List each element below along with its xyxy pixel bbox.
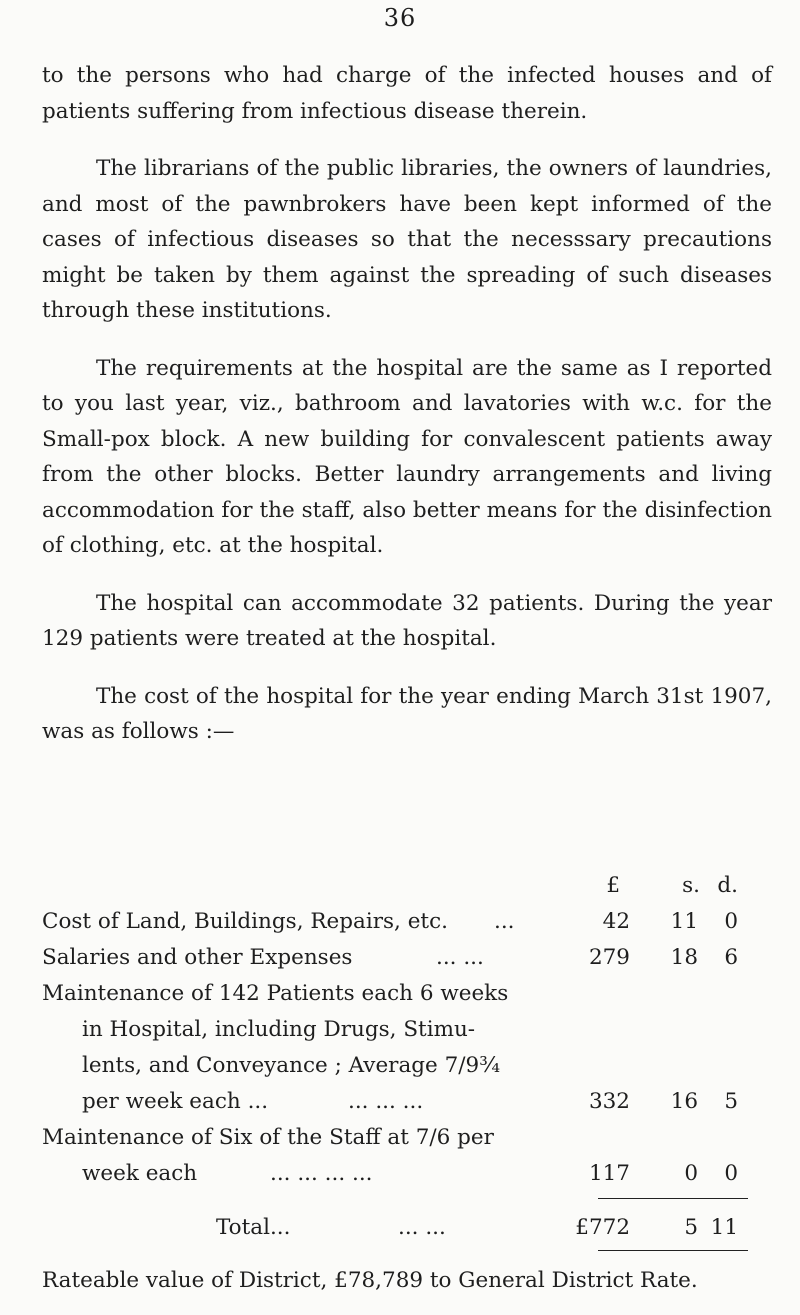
paragraph-accommodation: The hospital can accommodate 32 patients. During the year 129 patients were treated at the hospital. bbox=[42, 590, 772, 651]
row-description: Cost of Land, Buildings, Repairs, etc. bbox=[42, 909, 448, 934]
row-leader: ... ... ... ... bbox=[270, 1161, 373, 1186]
row-shillings: 0 bbox=[684, 1161, 698, 1186]
table-row-line bbox=[42, 1012, 742, 1048]
total-pounds: £772 bbox=[575, 1215, 630, 1240]
total-label: Total... bbox=[216, 1215, 291, 1240]
body-text bbox=[42, 58, 772, 750]
total-pence: 11 bbox=[710, 1215, 738, 1240]
header-pence: d. bbox=[717, 873, 738, 898]
page-number: 36 bbox=[383, 4, 417, 32]
row-description: Maintenance of 142 Patients each 6 weeks bbox=[42, 981, 509, 1006]
row-description: lents, and Conveyance ; Average 7/9¾ bbox=[82, 1053, 501, 1078]
row-pounds: 117 bbox=[588, 1161, 630, 1186]
row-pounds: 332 bbox=[588, 1089, 630, 1114]
row-leader: ... ... bbox=[436, 945, 484, 970]
row-description: per week each ... bbox=[82, 1089, 269, 1114]
row-shillings: 18 bbox=[670, 945, 698, 970]
table-row-line bbox=[42, 1048, 742, 1084]
paragraph-cost-intro: The cost of the hospital for the year ending March 31st 1907, was as follows :— bbox=[42, 683, 772, 744]
row-description: Salaries and other Expenses bbox=[42, 945, 353, 970]
total-row-container bbox=[42, 1210, 742, 1246]
subtotal-rule bbox=[598, 1198, 748, 1199]
cost-header-row bbox=[42, 868, 742, 904]
row-description: week each bbox=[82, 1161, 198, 1186]
table-row bbox=[42, 904, 742, 940]
row-description: in Hospital, including Drugs, Stimu- bbox=[82, 1017, 476, 1042]
paragraph-continuation: to the persons who had charge of the infected houses and of patients suffering from infectious disease therein. bbox=[42, 63, 772, 124]
paragraph-libraries: The librarians of the public libraries, the owners of laundries, and most of the pawnbrokers have been kept informed of the cases of infectious diseases so that the necesssary precautions might be taken by them against the spreading of such diseases through these institutions. bbox=[42, 156, 772, 323]
rateable-value: Rateable value of District, £78,789 to General District Rate. bbox=[42, 1268, 698, 1293]
table-row-line bbox=[42, 976, 742, 1012]
table-row bbox=[42, 1084, 742, 1120]
row-pence: 0 bbox=[724, 909, 738, 934]
table-row bbox=[42, 1156, 742, 1192]
total-row bbox=[42, 1210, 742, 1246]
total-rule bbox=[598, 1250, 748, 1251]
row-leader: ... bbox=[494, 909, 515, 934]
cost-table bbox=[42, 868, 742, 1192]
total-shillings: 5 bbox=[684, 1215, 698, 1240]
total-leader: ... ... bbox=[398, 1215, 446, 1240]
row-pence: 6 bbox=[724, 945, 738, 970]
header-pounds: £ bbox=[606, 873, 620, 898]
table-row bbox=[42, 940, 742, 976]
row-description: Maintenance of Six of the Staff at 7/6 per bbox=[42, 1125, 494, 1150]
row-pence: 0 bbox=[724, 1161, 738, 1186]
row-shillings: 11 bbox=[670, 909, 698, 934]
row-leader: ... ... ... bbox=[348, 1089, 424, 1114]
row-pence: 5 bbox=[724, 1089, 738, 1114]
row-shillings: 16 bbox=[670, 1089, 698, 1114]
header-shillings: s. bbox=[682, 873, 700, 898]
table-row-line bbox=[42, 1120, 742, 1156]
row-pounds: 279 bbox=[588, 945, 630, 970]
row-pounds: 42 bbox=[602, 909, 630, 934]
paragraph-requirements: The requirements at the hospital are the same as I reported to you last year, viz., bathroom and lavatories with w.c. for the Small-pox block. A new building for convalescent patients away from the other blocks. Better laundry arrangements and living accommodation for the staff, also better means for the disinfection of clothing, etc. at the hospital. bbox=[42, 355, 772, 558]
